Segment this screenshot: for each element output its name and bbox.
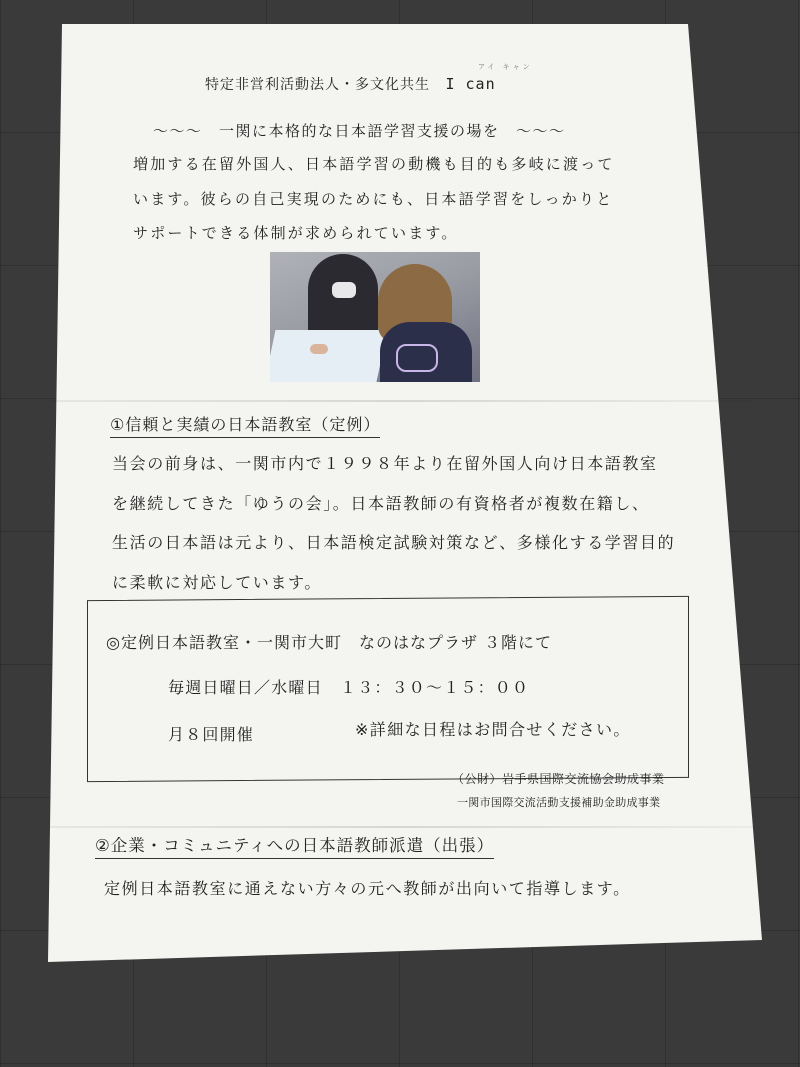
organization-name: I can <box>445 75 496 93</box>
classroom-photo <box>270 252 480 382</box>
face-mask <box>332 282 356 298</box>
organization-name-ruby: アイ キャン <box>478 63 533 71</box>
intro-line: サポートできる体制が求められています。 <box>133 224 459 242</box>
organization-header <box>205 74 496 94</box>
section1-body-line: 当会の前身は、一関市内で１９９８年より在留外国人向け日本語教室 <box>112 454 658 473</box>
paper-fold <box>50 400 755 402</box>
class-schedule: 毎週日曜日／水曜日 １３：３０～１５：００ <box>168 678 530 697</box>
intro-line: 増加する在留外国人、日本語学習の動機も目的も多岐に渡って <box>133 155 615 173</box>
section1-title: ①信頼と実績の日本語教室（定例） <box>110 412 380 438</box>
organization-label: 特定非営利活動法人・多文化共生 <box>205 77 430 93</box>
section1-body-line: 生活の日本語は元より、日本語検定試験対策など、多様化する学習目的 <box>112 533 676 552</box>
grant-line: 一関市国際交流活動支援補助金助成事業 <box>457 796 661 809</box>
section2-title: ②企業・コミュニティへの日本語教師派遣（出張） <box>95 832 494 859</box>
textbook <box>270 330 388 382</box>
hand <box>310 344 328 354</box>
shirt-logo <box>396 344 438 372</box>
class-location: ◎定例日本語教室・一関市大町 なのはなプラザ ３階にて <box>106 633 553 652</box>
headline: ～～～ 一関に本格的な日本語学習支援の場を ～～～ <box>153 122 566 140</box>
section1-body-line: を継続してきた「ゆうの会」。日本語教師の有資格者が複数在籍し、 <box>112 494 650 513</box>
class-note: ※詳細な日程はお問合せください。 <box>355 720 631 739</box>
intro-line: います。彼らの自己実現のためにも、日本語学習をしっかりと <box>133 190 614 208</box>
section2-body: 定例日本語教室に通えない方々の元へ教師が出向いて指導します。 <box>104 879 631 898</box>
class-frequency: 月８回開催 <box>168 725 255 744</box>
grant-line: （公財）岩手県国際交流協会助成事業 <box>452 772 665 786</box>
paper-fold <box>50 826 755 828</box>
section1-body-line: に柔軟に対応しています。 <box>112 573 322 592</box>
